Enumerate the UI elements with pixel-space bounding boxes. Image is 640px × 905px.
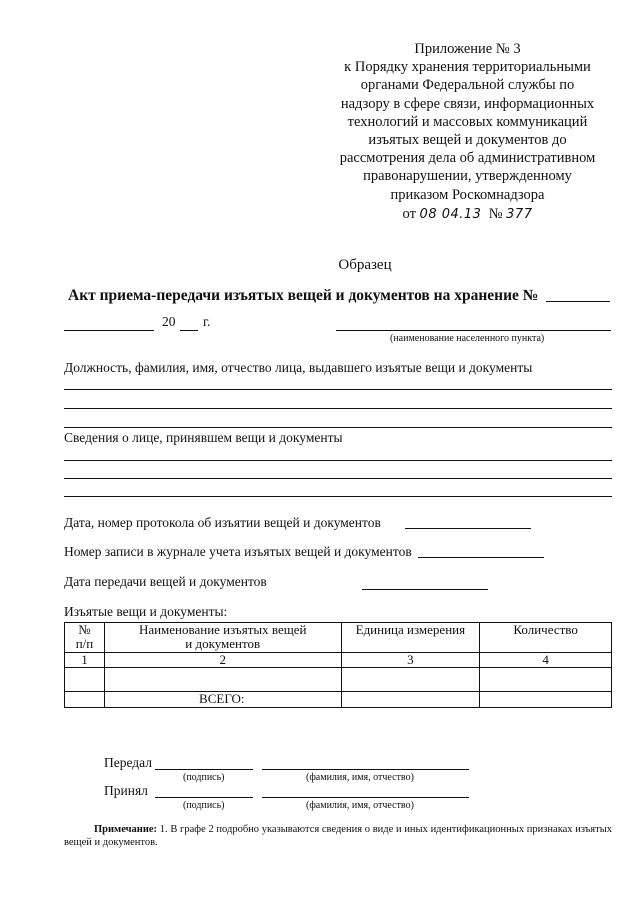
- handed-signature-caption: (подпись): [183, 772, 225, 783]
- number-cell: 3: [341, 653, 480, 668]
- transfer-date-line: [362, 589, 488, 590]
- number-cell: 1: [65, 653, 105, 668]
- header-text: Количество: [513, 622, 578, 637]
- table-cell: [104, 668, 341, 692]
- table-cell: [65, 668, 105, 692]
- number-cell: 4: [480, 653, 612, 668]
- table-header-row: [65, 623, 612, 653]
- protocol-label: Дата, номер протокола об изъятии вещей и документов: [64, 515, 381, 530]
- table-row: [65, 668, 612, 692]
- receiver-line: [64, 496, 612, 497]
- table-cell: [341, 692, 480, 708]
- header-text: п/п: [75, 636, 94, 651]
- table-cell: [480, 692, 612, 708]
- number-cell: 2: [104, 653, 341, 668]
- handed-signature-line: [155, 769, 253, 770]
- issuer-line: [64, 427, 612, 428]
- journal-line: [418, 557, 544, 558]
- act-number-line: [546, 301, 610, 302]
- header-cell-quantity: [480, 623, 612, 653]
- order-number-prefix: №: [488, 205, 503, 222]
- order-date: 08 04.13: [419, 206, 482, 222]
- issuer-label: Должность, фамилия, имя, отчество лица, выдавшего изъятые вещи и документы: [64, 360, 533, 375]
- appendix-line: к Порядку хранения территориальными: [344, 59, 591, 76]
- note-label: Примечание:: [94, 824, 158, 835]
- header-cell-name: [104, 623, 341, 653]
- header-text: №: [78, 622, 91, 637]
- header-text: Единица измерения: [355, 622, 466, 637]
- appendix-line: органами Федеральной службы по: [360, 77, 575, 94]
- note-text: 1. В графе 2 подробно указываются сведения о виде и иных идентификационных признаках изъятых вещей и документов.: [64, 824, 612, 848]
- appendix-line: рассмотрения дела об административном: [339, 150, 596, 167]
- appendix-line: изъятых вещей и документов до: [368, 132, 567, 149]
- items-label: Изъятые вещи и документы:: [64, 604, 228, 619]
- receiver-label: Сведения о лице, принявшем вещи и документы: [64, 430, 343, 445]
- header-cell-number: [65, 623, 105, 653]
- year-prefix: 20: [162, 314, 176, 329]
- note: [64, 823, 612, 849]
- table-cell: [341, 668, 480, 692]
- transfer-date-label: Дата передачи вещей и документов: [64, 574, 267, 589]
- appendix-line: правонарушении, утвержденному: [363, 168, 572, 185]
- table-total-row: [65, 692, 612, 708]
- year-line: [180, 330, 198, 331]
- received-signature-line: [155, 797, 253, 798]
- header-text: Наименование изъятых вещей: [138, 622, 307, 637]
- act-title: Акт приема-передачи изъятых вещей и документов на хранение №: [68, 287, 539, 304]
- order-number: 377: [506, 206, 533, 222]
- table-cell: [65, 692, 105, 708]
- order-prefix: от: [402, 205, 416, 222]
- handed-name-caption: (фамилия, имя, отчество): [306, 772, 414, 783]
- handed-label: Передал: [104, 755, 153, 770]
- appendix-line: приказом Роскомнадзора: [390, 186, 545, 203]
- protocol-line: [405, 528, 531, 529]
- received-signature-caption: (подпись): [183, 800, 225, 811]
- table-numbers-row: [65, 653, 612, 668]
- handed-name-line: [262, 769, 469, 770]
- table-cell: [480, 668, 612, 692]
- date-day-line: [64, 330, 154, 331]
- issuer-line: [64, 389, 612, 390]
- received-name-caption: (фамилия, имя, отчество): [306, 800, 414, 811]
- settlement-caption: (наименование населенного пункта): [390, 333, 545, 344]
- journal-label: Номер записи в журнале учета изъятых вещей и документов: [64, 544, 412, 559]
- sample-label: Образец: [338, 257, 392, 273]
- receiver-line: [64, 478, 612, 479]
- receiver-line: [64, 460, 612, 461]
- items-table: [64, 622, 612, 708]
- appendix-block: [325, 40, 610, 224]
- year-suffix: г.: [203, 314, 211, 329]
- issuer-line: [64, 408, 612, 409]
- header-cell-unit: [341, 623, 480, 653]
- settlement-line: [336, 330, 611, 331]
- header-text: и документов: [185, 636, 261, 651]
- appendix-line: технологий и массовых коммуникаций: [347, 113, 588, 130]
- received-label: Принял: [104, 783, 148, 798]
- appendix-line: Приложение № 3: [414, 41, 521, 57]
- received-name-line: [262, 797, 469, 798]
- total-label: ВСЕГО:: [104, 692, 341, 708]
- appendix-line: надзору в сфере связи, информационных: [340, 95, 595, 112]
- order-reference: [325, 205, 610, 224]
